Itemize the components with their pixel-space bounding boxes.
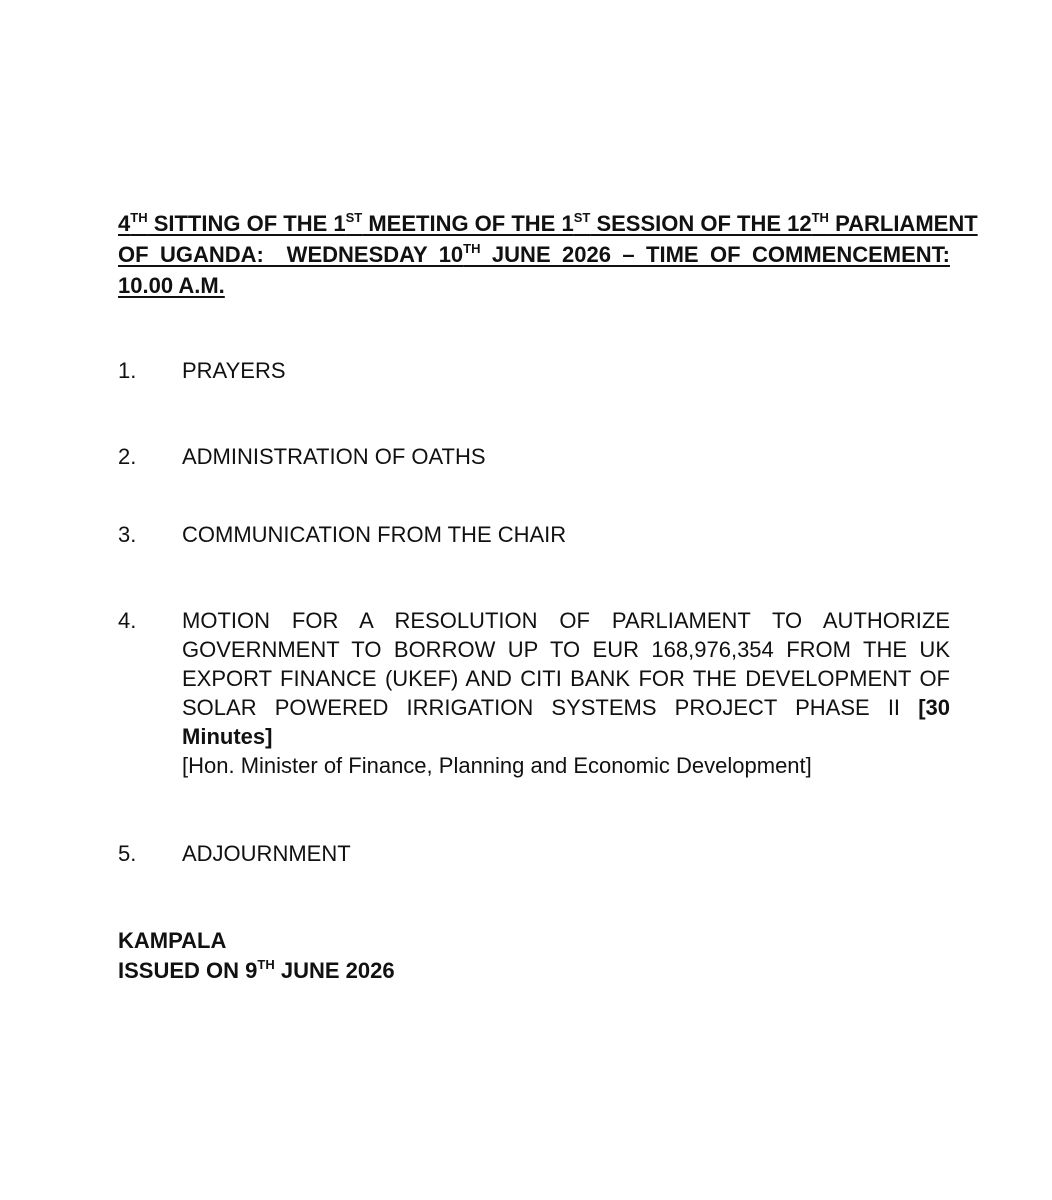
issue-date-superscript: TH	[257, 957, 275, 972]
motion-duration-continued: Minutes]	[182, 724, 273, 749]
motion-line: GOVERNMENT TO BORROW UP TO EUR 168,976,354 FROM THE UK	[182, 637, 950, 662]
heading-superscript: ST	[345, 210, 363, 225]
agenda-item-adjournment	[118, 839, 950, 868]
agenda-item-oaths	[118, 442, 950, 471]
heading-superscript: ST	[573, 210, 591, 225]
heading-superscript: TH	[811, 210, 829, 225]
heading-text: SESSION OF THE 12	[590, 211, 812, 236]
heading-text: JUNE 2026 – TIME OF COMMENCEMENT:	[480, 242, 950, 267]
motion-line: EXPORT FINANCE (UKEF) AND CITI BANK FOR THE DEVELOPMENT OF	[182, 666, 950, 691]
agenda-item-number: 1.	[118, 358, 137, 383]
heading-superscript: TH	[130, 210, 148, 225]
agenda-item-number: 4.	[118, 608, 137, 633]
agenda-item-motion-text	[182, 606, 950, 751]
heading-text: OF UGANDA: WEDNESDAY 10	[118, 242, 464, 267]
issue-date	[118, 956, 395, 986]
motion-presenter: [Hon. Minister of Finance, Planning and Economic Development]	[182, 753, 812, 778]
order-paper-heading	[118, 208, 978, 301]
heading-line-1	[118, 208, 978, 239]
agenda-item-prayers	[118, 356, 950, 385]
heading-line-3: 10.00 A.M.	[118, 273, 225, 298]
heading-line-2	[118, 239, 950, 270]
agenda-item-communication	[118, 520, 950, 549]
issue-date-text: JUNE 2026	[274, 958, 395, 983]
agenda-item-title: PRAYERS	[182, 358, 286, 383]
agenda-item-title: ADMINISTRATION OF OATHS	[182, 444, 486, 469]
heading-text: PARLIAMENT	[828, 211, 978, 236]
heading-text: SITTING OF THE 1	[147, 211, 346, 236]
issue-place: KAMPALA	[118, 928, 227, 953]
motion-line-final	[182, 693, 950, 722]
order-paper-footer	[118, 926, 395, 986]
motion-line: SOLAR POWERED IRRIGATION SYSTEMS PROJECT PHASE II	[182, 695, 901, 720]
agenda-item-title: ADJOURNMENT	[182, 841, 351, 866]
motion-duration: [30	[918, 695, 950, 720]
motion-line: MOTION FOR A RESOLUTION OF PARLIAMENT TO AUTHORIZE	[182, 608, 950, 633]
agenda-item-number: 3.	[118, 522, 137, 547]
heading-superscript: TH	[463, 241, 481, 256]
agenda-item-number: 5.	[118, 841, 137, 866]
agenda-item-title: COMMUNICATION FROM THE CHAIR	[182, 522, 567, 547]
heading-text: 4	[118, 211, 131, 236]
agenda-item-motion	[118, 606, 950, 780]
issue-date-text: ISSUED ON 9	[118, 958, 258, 983]
agenda-item-number: 2.	[118, 444, 137, 469]
heading-text: MEETING OF THE 1	[362, 211, 574, 236]
